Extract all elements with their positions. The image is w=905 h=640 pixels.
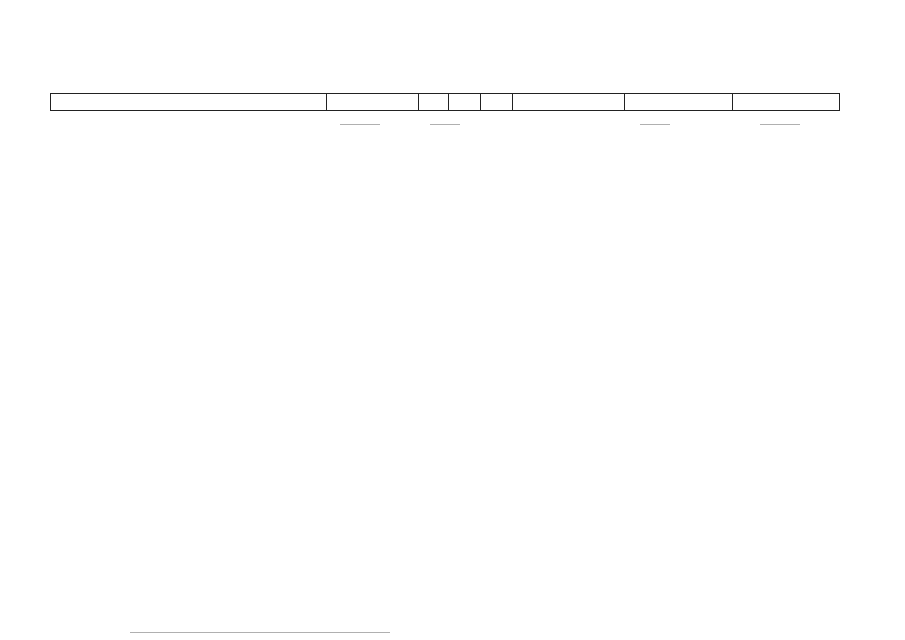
table-header [50, 93, 840, 111]
header-col-5 [481, 94, 513, 110]
header-col-3 [419, 94, 449, 110]
header-col-6 [513, 94, 625, 110]
header-col-4 [449, 94, 481, 110]
header-col-2 [327, 94, 419, 110]
header-col-8 [733, 94, 839, 110]
header-col-7 [625, 94, 733, 110]
header-col-1 [51, 94, 327, 110]
